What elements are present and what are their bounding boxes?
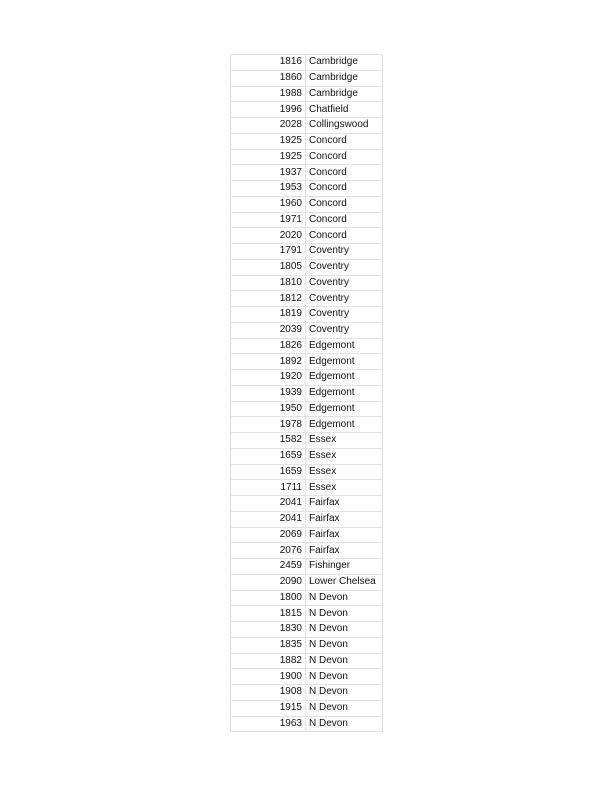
table-row: [231, 574, 383, 590]
table-row: [231, 700, 383, 716]
table-row: [231, 307, 383, 323]
table-row: [231, 354, 383, 370]
name-cell: Edgemont: [306, 370, 383, 386]
name-cell: Concord: [306, 165, 383, 181]
name-cell: Concord: [306, 149, 383, 165]
number-cell: 1937: [231, 165, 306, 181]
number-cell: 1925: [231, 133, 306, 149]
table-row: [231, 244, 383, 260]
number-cell: 1819: [231, 307, 306, 323]
table-row: [231, 291, 383, 307]
name-cell: Edgemont: [306, 401, 383, 417]
name-cell: Essex: [306, 448, 383, 464]
table-body: [231, 55, 383, 732]
name-cell: Essex: [306, 464, 383, 480]
table-row: [231, 433, 383, 449]
number-cell: 1920: [231, 370, 306, 386]
name-cell: Edgemont: [306, 417, 383, 433]
number-cell: 1971: [231, 212, 306, 228]
name-cell: N Devon: [306, 653, 383, 669]
number-cell: 1988: [231, 86, 306, 102]
name-cell: Cambridge: [306, 86, 383, 102]
table-row: [231, 86, 383, 102]
table-row: [231, 322, 383, 338]
table-row: [231, 417, 383, 433]
name-cell: Lower Chelsea: [306, 574, 383, 590]
table-row: [231, 338, 383, 354]
number-cell: 1963: [231, 716, 306, 732]
number-cell: 1978: [231, 417, 306, 433]
table-row: [231, 196, 383, 212]
name-cell: Fairfax: [306, 543, 383, 559]
name-cell: Coventry: [306, 307, 383, 323]
name-cell: Coventry: [306, 275, 383, 291]
number-cell: 1805: [231, 259, 306, 275]
table-row: [231, 118, 383, 134]
number-cell: 1953: [231, 181, 306, 197]
table-row: [231, 181, 383, 197]
number-cell: 1711: [231, 480, 306, 496]
table-row: [231, 70, 383, 86]
number-cell: 1960: [231, 196, 306, 212]
table-row: [231, 606, 383, 622]
table-row: [231, 716, 383, 732]
number-cell: 1835: [231, 637, 306, 653]
name-cell: Coventry: [306, 291, 383, 307]
name-cell: Fairfax: [306, 496, 383, 512]
table-row: [231, 511, 383, 527]
table-row: [231, 212, 383, 228]
number-cell: 1826: [231, 338, 306, 354]
number-cell: 2041: [231, 496, 306, 512]
number-cell: 1882: [231, 653, 306, 669]
number-cell: 1791: [231, 244, 306, 260]
number-cell: 1810: [231, 275, 306, 291]
name-cell: Coventry: [306, 322, 383, 338]
number-cell: 1800: [231, 590, 306, 606]
number-cell: 1659: [231, 448, 306, 464]
table-row: [231, 259, 383, 275]
name-cell: Essex: [306, 480, 383, 496]
name-cell: N Devon: [306, 606, 383, 622]
name-cell: N Devon: [306, 637, 383, 653]
name-cell: Concord: [306, 228, 383, 244]
number-cell: 1939: [231, 385, 306, 401]
name-cell: Coventry: [306, 244, 383, 260]
number-cell: 1812: [231, 291, 306, 307]
name-cell: Essex: [306, 433, 383, 449]
name-cell: N Devon: [306, 700, 383, 716]
name-cell: Collingswood: [306, 118, 383, 134]
number-cell: 1915: [231, 700, 306, 716]
number-cell: 1950: [231, 401, 306, 417]
number-cell: 1892: [231, 354, 306, 370]
name-cell: N Devon: [306, 622, 383, 638]
table-row: [231, 275, 383, 291]
name-cell: N Devon: [306, 590, 383, 606]
number-cell: 2459: [231, 559, 306, 575]
table-row: [231, 149, 383, 165]
number-cell: 2020: [231, 228, 306, 244]
number-cell: 1816: [231, 55, 306, 71]
name-cell: Cambridge: [306, 55, 383, 71]
table-row: [231, 669, 383, 685]
number-cell: 2069: [231, 527, 306, 543]
name-cell: N Devon: [306, 685, 383, 701]
table-row: [231, 653, 383, 669]
table-row: [231, 543, 383, 559]
table-row: [231, 590, 383, 606]
data-table: [230, 54, 383, 732]
number-cell: 1908: [231, 685, 306, 701]
name-cell: Edgemont: [306, 354, 383, 370]
name-cell: N Devon: [306, 716, 383, 732]
table-row: [231, 527, 383, 543]
name-cell: N Devon: [306, 669, 383, 685]
name-cell: Fairfax: [306, 511, 383, 527]
name-cell: Concord: [306, 212, 383, 228]
name-cell: Fairfax: [306, 527, 383, 543]
name-cell: Chatfield: [306, 102, 383, 118]
number-cell: 2039: [231, 322, 306, 338]
number-cell: 1925: [231, 149, 306, 165]
table-row: [231, 133, 383, 149]
number-cell: 1815: [231, 606, 306, 622]
table-row: [231, 464, 383, 480]
name-cell: Concord: [306, 196, 383, 212]
table-row: [231, 637, 383, 653]
table-row: [231, 401, 383, 417]
table-row: [231, 622, 383, 638]
name-cell: Fishinger: [306, 559, 383, 575]
table-row: [231, 55, 383, 71]
number-cell: 2041: [231, 511, 306, 527]
number-cell: 1659: [231, 464, 306, 480]
name-cell: Edgemont: [306, 385, 383, 401]
table-row: [231, 496, 383, 512]
table-row: [231, 165, 383, 181]
number-cell: 1582: [231, 433, 306, 449]
table-row: [231, 448, 383, 464]
table-row: [231, 370, 383, 386]
number-cell: 1996: [231, 102, 306, 118]
table-row: [231, 228, 383, 244]
number-cell: 2090: [231, 574, 306, 590]
name-cell: Concord: [306, 133, 383, 149]
table-row: [231, 102, 383, 118]
number-cell: 1860: [231, 70, 306, 86]
table-row: [231, 480, 383, 496]
number-cell: 2076: [231, 543, 306, 559]
name-cell: Edgemont: [306, 338, 383, 354]
number-cell: 2028: [231, 118, 306, 134]
table-row: [231, 385, 383, 401]
table-row: [231, 559, 383, 575]
name-cell: Coventry: [306, 259, 383, 275]
number-cell: 1900: [231, 669, 306, 685]
table-row: [231, 685, 383, 701]
number-cell: 1830: [231, 622, 306, 638]
name-cell: Cambridge: [306, 70, 383, 86]
name-cell: Concord: [306, 181, 383, 197]
